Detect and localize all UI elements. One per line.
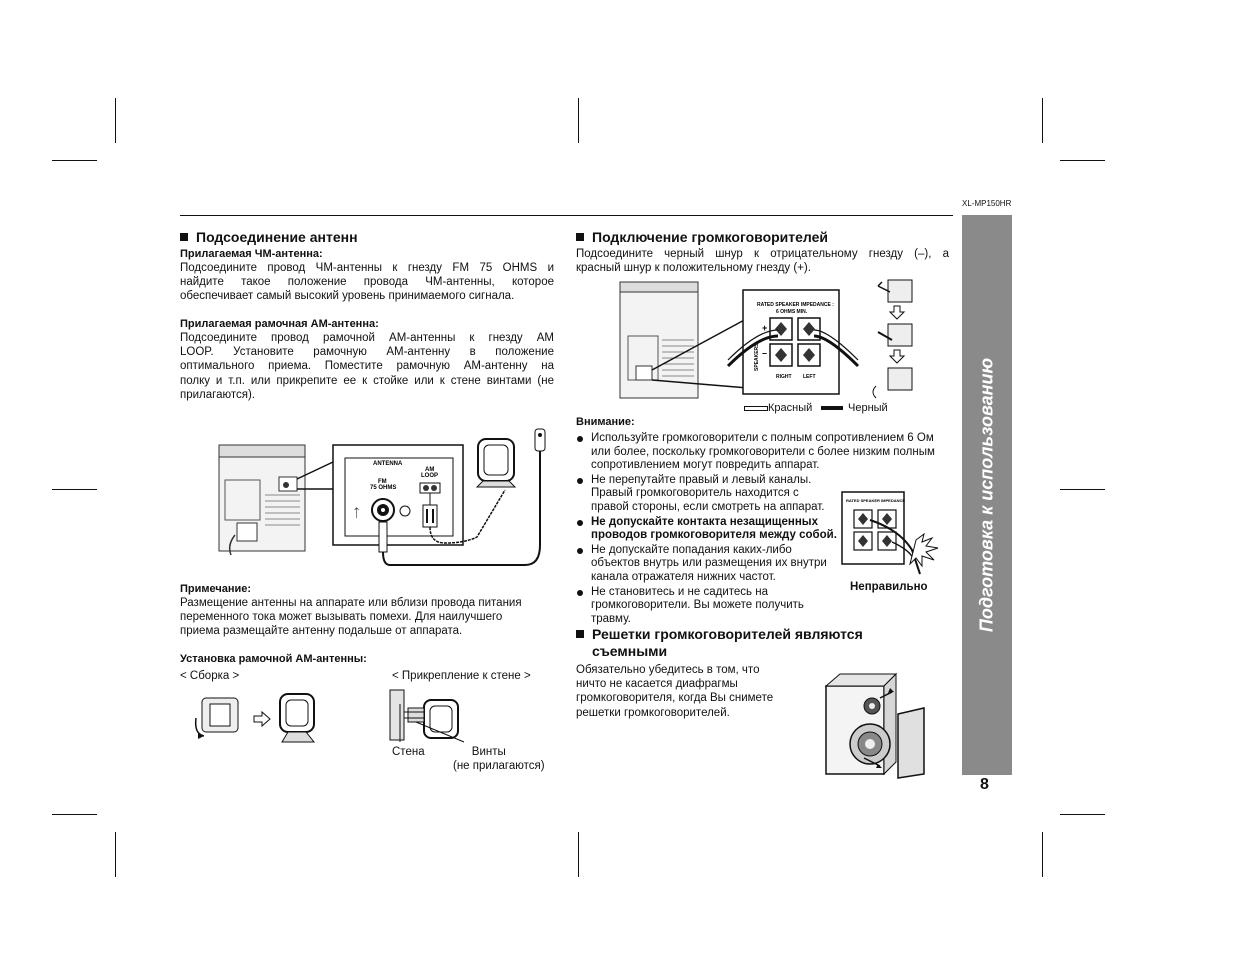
wall-mount-label: < Прикрепление к стене > [392,670,531,682]
am-loop-label: AM [425,467,435,473]
caution-item: Используйте громкоговорители с полным сопротивлением 6 Ом или более, поскольку громкоговорители с более низким полным сопротивлением могут повредить аппарат. [576,432,952,473]
fm-label: FM [378,479,387,485]
caution-item: Не становитесь и не садитесь на громкоговорители. Вы можете получить травму. [576,586,952,627]
am-antenna-text: Подсоедините провод рамочной АМ-антенны к гнезду AM LOOP. Установите рамочную АМ-антенну в положение оптимального приема. Поместите рамочную АМ-антенну на полку и т.п. или прикрепите ее к стойке или к стене винтами (не прилагаются). [180,332,554,401]
speakers-section-title: Подключение громкоговорителей [576,229,828,245]
speaker-grille-illustration [820,668,928,780]
page-number: 8 [980,776,989,793]
wrong-label: Неправильно [850,581,928,593]
am-loop-label-2: LOOP [421,473,439,479]
antenna-wall-mount-illustration [388,688,498,744]
grille-text: Обязательно убедитесь в том, что ничто не касается диафрагмы громкоговорителя, когда Вы снимете решетки громкоговорителей. [576,664,774,719]
left-channel-label: LEFT [803,374,816,380]
antenna-connection-diagram [215,425,560,575]
speaker-connection-diagram [618,276,918,406]
am-antenna-heading: Прилагаемая рамочная АМ-антенна: [180,318,379,330]
antenna-panel-label: ANTENNA [373,461,403,467]
wrong-wiring-illustration [840,490,950,575]
side-tab [962,215,1012,775]
svg-text:+: + [762,323,768,333]
fm-antenna-heading: Прилагаемая ЧМ-антенна: [180,248,323,260]
wall-caption: Стена [392,746,425,758]
fm-ohms-label: 75 OHMS [370,485,397,491]
assembly-label: < Сборка > [180,670,240,682]
header-rule [180,215,953,216]
caution-item: Не допускайте попадания каких-либо объектов внутрь или размещения их внутри канала отражателя нижних частот. [576,544,952,585]
svg-text:ᛏ: ᛏ [353,506,361,520]
rated-impedance-label: RATED SPEAKER IMPEDANCE : [757,302,834,308]
antenna-section-title: Подсоединение антенн [180,229,358,245]
speakers-intro: Подсоедините черный шнур к отрицательному гнезду (–), а красный шнур к положительному гнезду (+). [576,248,949,275]
note-heading: Примечание: [180,583,252,595]
svg-text:–: – [762,348,768,358]
grille-section-title: Решетки громкоговорителей являются съемными [576,626,863,660]
screws-caption: Винты (не прилагаются) [453,746,545,773]
note-text: Размещение антенны на аппарате или вблизи провода питания переменного тока может вызывать помехи. Для наилучшего приема размещайте антенну подальше от аппарата. [180,597,522,638]
red-cord-label: Красный [768,402,813,414]
model-number: XL-MP150HR [962,199,1012,208]
svg-text:RATED SPEAKER IMPEDANCE: RATED SPEAKER IMPEDANCE [846,498,906,503]
antenna-assembly-illustration [190,688,330,748]
right-channel-label: RIGHT [776,374,792,380]
install-heading: Установка рамочной АМ-антенны: [180,653,367,665]
cord-legend [744,402,843,414]
caution-heading: Внимание: [576,416,635,428]
black-cord-label: Черный [848,402,888,414]
rated-impedance-label-2: 6 OHMS MIN. [776,309,808,315]
speakers-label: SPEAKERS [754,343,760,371]
caution-item: Не допускайте контакта незащищенных проводов громкоговорителя между собой. [576,516,952,543]
caution-item: Не перепутайте правый и левый каналы. Правый громкоговоритель находится с правой стороны, если смотреть на аппарат. [576,474,952,515]
fm-antenna-text: Подсоедините провод ЧМ-антенны к гнезду FM 75 OHMS и найдите такое положение провода ЧМ-антенны, которое обеспечивает самый высокий уровень принимаемого сигнала. [180,262,554,303]
side-tab-label: Подготовка к использованию [976,357,997,633]
